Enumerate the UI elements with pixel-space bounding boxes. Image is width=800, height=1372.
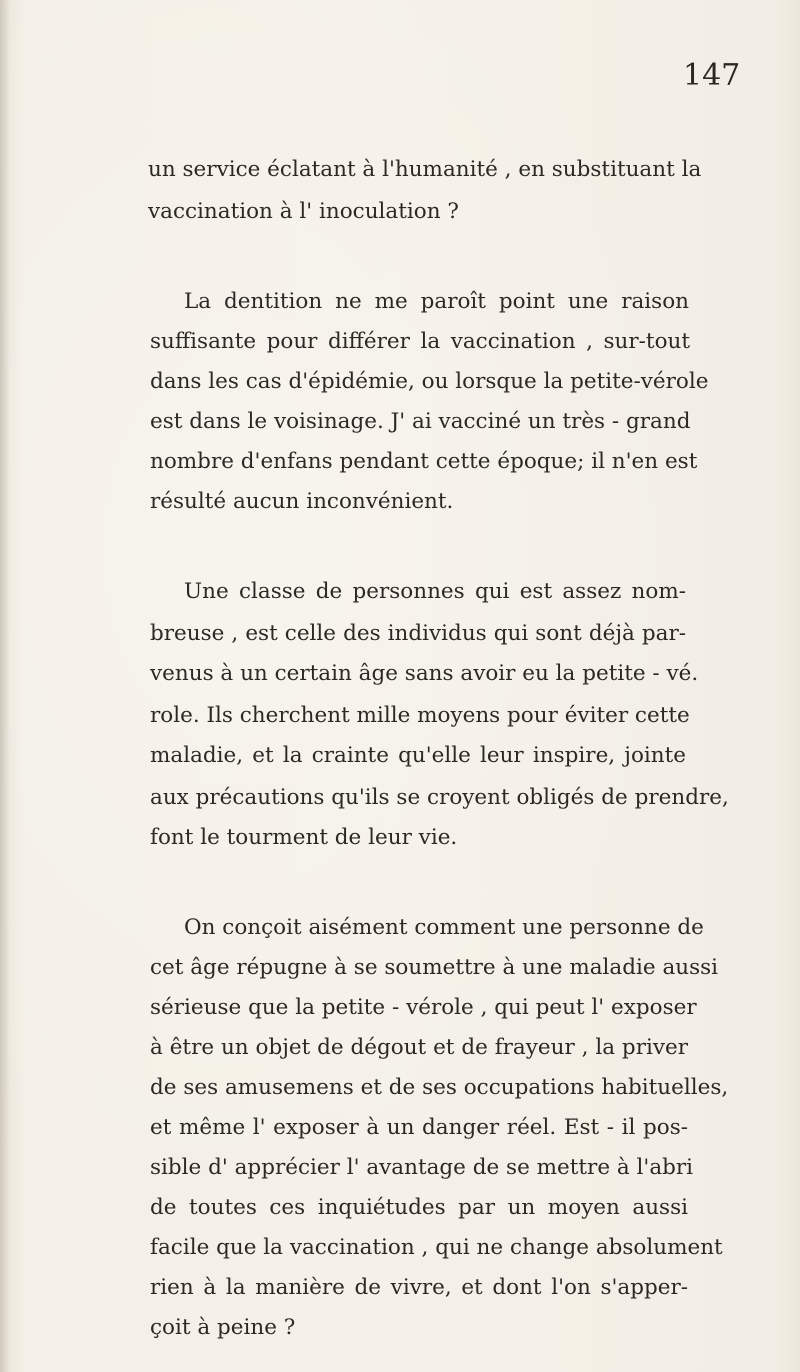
text-line: facile que la vaccination , qui ne change absolument (150, 1235, 723, 1260)
text-line: rien à la manière de vivre, et dont l'on s'apper- (150, 1275, 688, 1300)
text-line: vaccination à l' inoculation ? (148, 199, 459, 224)
text-line: et même l' exposer à un danger réel. Est - il pos- (150, 1115, 688, 1140)
text-line: aux précautions qu'ils se croyent obligés de prendre, (150, 785, 729, 810)
text-line: de toutes ces inquiétudes par un moyen aussi (150, 1195, 688, 1220)
text-line: çoit à peine ? (150, 1315, 296, 1340)
text-line: suffisante pour différer la vaccination , sur-tout (150, 329, 690, 354)
page-number: 147 (683, 58, 741, 93)
text-line: cet âge répugne à se soumettre à une maladie aussi (150, 955, 719, 980)
text-line: résulté aucun inconvénient. (150, 489, 454, 514)
text-line: est dans le voisinage. J' ai vacciné un très - grand (150, 409, 691, 434)
text-line: nombre d'enfans pendant cette époque; il n'en est (150, 449, 698, 474)
text-line: sérieuse que la petite - vérole , qui peut l' exposer (150, 995, 697, 1020)
text-line: role. Ils cherchent mille moyens pour éviter cette (150, 703, 690, 728)
text-line: dans les cas d'épidémie, ou lorsque la petite-vérole (150, 369, 709, 394)
text-line: breuse , est celle des individus qui sont déjà par- (150, 621, 686, 646)
text-line: sible d' apprécier l' avantage de se mettre à l'abri (150, 1155, 694, 1180)
text-line: venus à un certain âge sans avoir eu la petite - vé. (150, 661, 699, 686)
text-line: maladie, et la crainte qu'elle leur inspire, jointe (150, 743, 686, 768)
text-line: à être un objet de dégout et de frayeur , la priver (150, 1035, 688, 1060)
text-line: de ses amusemens et de ses occupations habituelles, (150, 1075, 729, 1100)
text-line: font le tourment de leur vie. (150, 825, 458, 850)
text-line: La dentition ne me paroît point une raison (184, 289, 689, 314)
text-line: un service éclatant à l'humanité , en substituant la (148, 157, 702, 182)
text-line: Une classe de personnes qui est assez nom- (184, 579, 686, 604)
text-line: On conçoit aisément comment une personne de (184, 915, 704, 940)
